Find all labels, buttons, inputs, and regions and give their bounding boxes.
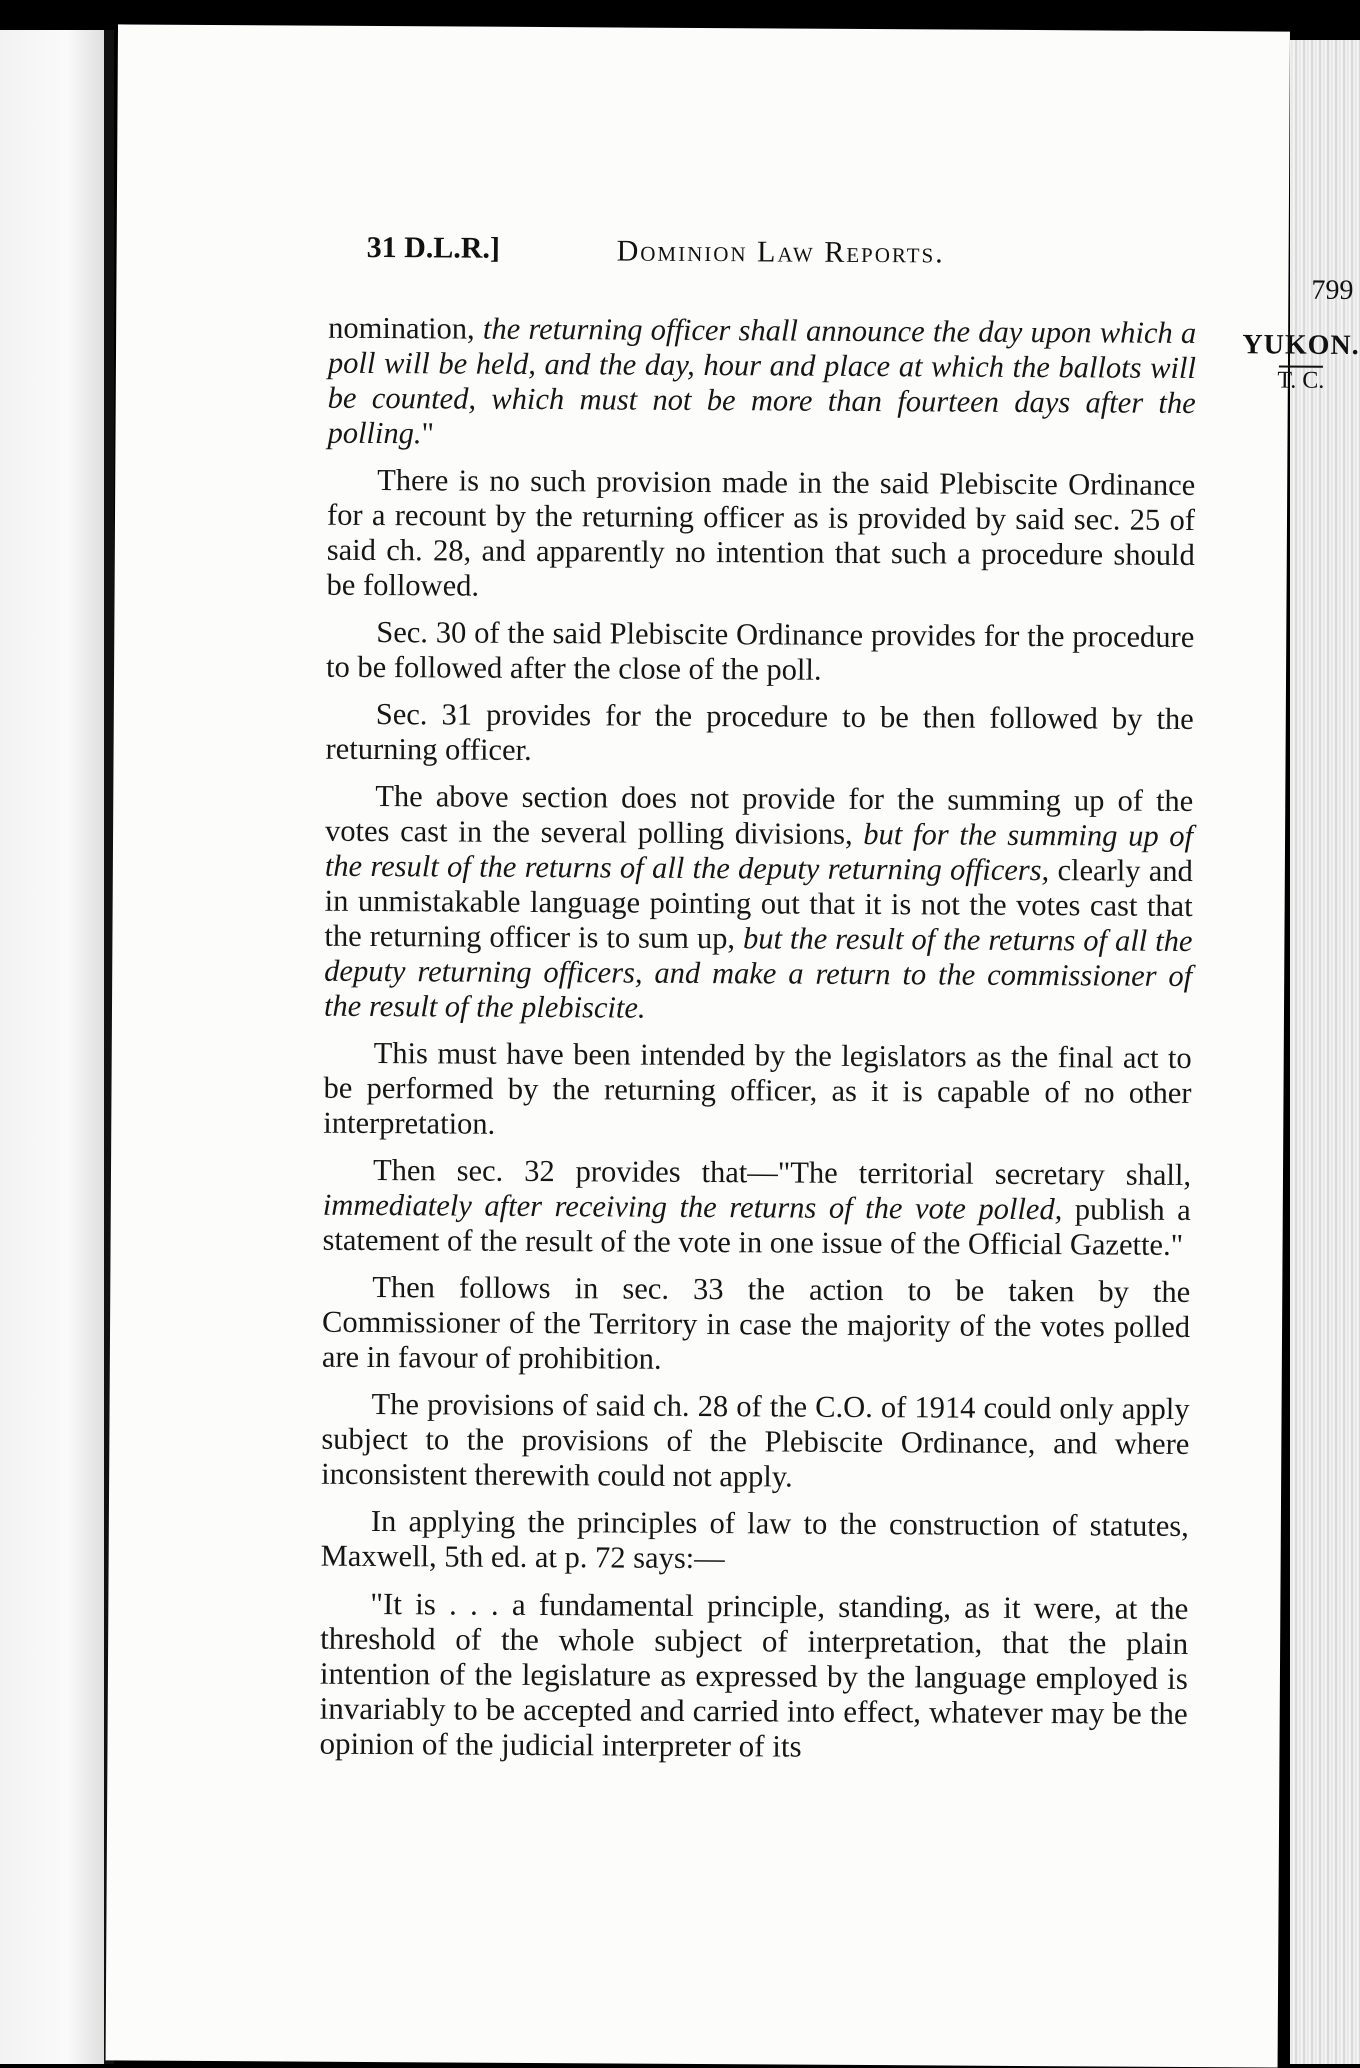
volume-reference: 31 D.L.R.] — [366, 230, 501, 265]
italic-run: but the result of the returns of all the deputy returning officers, and make a return to the commissioner of the result of the plebiscite. — [323, 921, 1193, 1025]
left-page-edge — [0, 30, 112, 2064]
paragraph: The provisions of said ch. 28 of the C.O. of 1914 could only apply subject to the provisions of the Plebiscite Ordinance, and where inconsistent therewith could not apply. — [321, 1386, 1190, 1494]
book-page — [106, 24, 1360, 2067]
text-run: The above section does not provide for the summing up of the votes cast in the several polling divisions, — [324, 779, 1194, 851]
paragraph: Then follows in sec. 33 the action to be taken by the Commissioner of the Territory in case the majority of the votes polled are in favour of prohibition. — [321, 1269, 1191, 1376]
paragraph — [322, 1153, 1191, 1263]
paragraph: In applying the principles of law to the construction of statutes, Maxwell, 5th ed. at p. 72 says:— — [320, 1503, 1189, 1576]
page-number: 799 — [1311, 274, 1354, 306]
text-run: nomination, — [328, 310, 484, 346]
paragraph: Sec. 31 provides for the procedure to be then followed by the returning officer. — [325, 697, 1194, 767]
paragraph: This must have been intended by the legislators as the final act to be performed by the returning officer, as it is capable of no other interpretation. — [323, 1036, 1192, 1141]
paragraph — [324, 779, 1193, 1029]
text-run: publish a statement of the result of the vote in one issue of the Official Gazette." — [322, 1192, 1191, 1262]
text-run: " — [421, 416, 435, 451]
jurisdiction-label: YUKON. — [1242, 329, 1360, 362]
page-header — [366, 230, 1360, 306]
text-run: Then sec. 32 provides that—"The territorial secretary shall, — [372, 1152, 1192, 1192]
paragraph: Sec. 30 of the said Plebiscite Ordinance provides for the procedure to be followed after the close of the poll. — [325, 615, 1195, 687]
paragraph: There is no such provision made in the said Plebiscite Ordinance for a recount by the returning officer as is provided by said sec. 25 of said ch. 28, and apparently no intention that such a procedure should be followed. — [326, 463, 1196, 603]
court-label: T. C. — [1231, 367, 1360, 395]
paragraph-continued — [327, 311, 1196, 456]
quotation-paragraph: "It is . . . a fundamental principle, standing, as it were, at the threshold of the whole subject of interpretation, that the plain intention of the legislature as expressed by the language employed is invariably to be accepted and carried into effect, whatever may be the opinion of the judicial interpreter of its — [319, 1585, 1189, 1764]
margin-note — [1231, 329, 1360, 395]
body-text — [319, 311, 1196, 1778]
italic-run: immediately after receiving the returns of the vote polled, — [322, 1187, 1063, 1227]
text-run: clearly and in unmistakable language pointing out that it is not the votes cast that the returning officer is to sum up, — [324, 853, 1193, 956]
italic-run: the returning officer shall announce the day upon which a poll will be held, and the day, hour and place at which the ballots will be counted, which must not be more than fourteen days after the polling. — [327, 311, 1197, 451]
running-title: Dominion Law Reports. — [616, 234, 945, 270]
italic-run: but for the summing up of the result of the returns of all the deputy returning officers, — [324, 816, 1194, 888]
